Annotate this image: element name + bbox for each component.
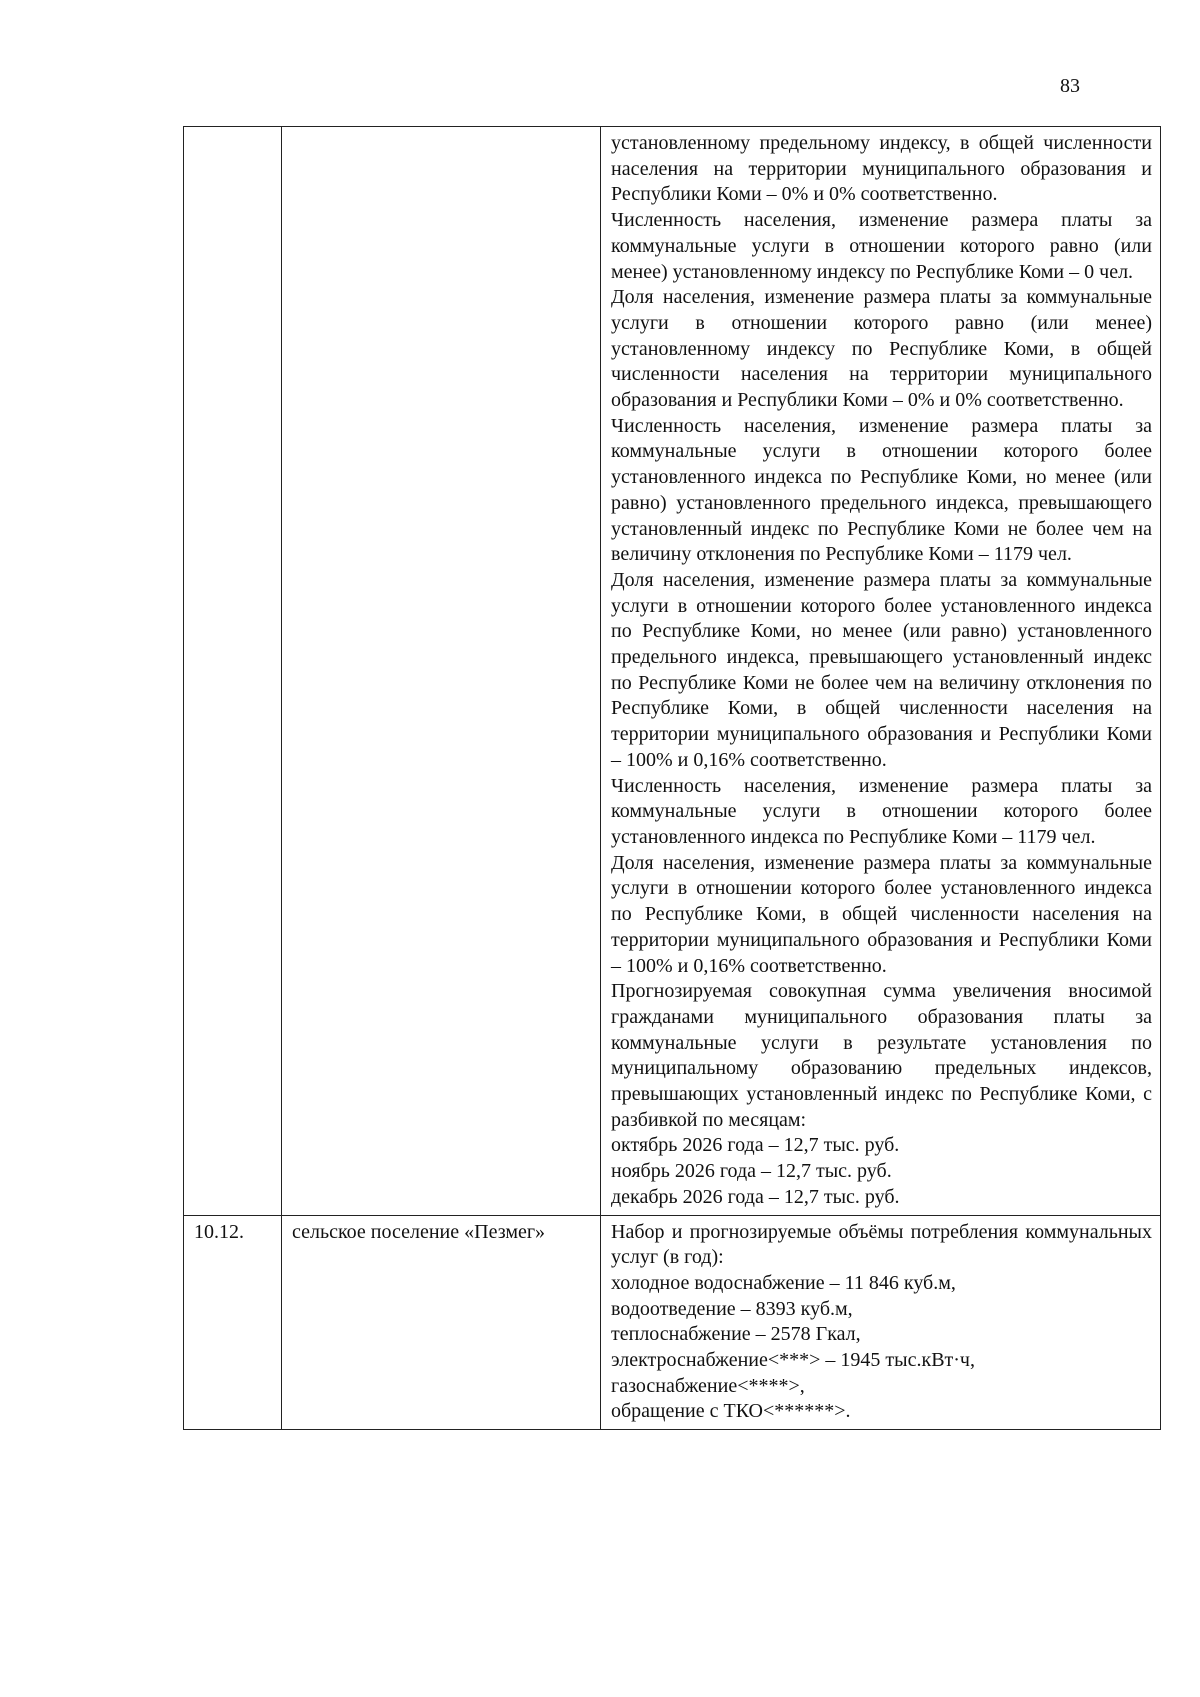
paragraph: Численность населения, изменение размера платы за коммунальные услуги в отношении которого более установленного индекса по Республике Коми, но менее (или равно) установленного предельного индекса, превышающего установленный индекс по Республике Коми не более чем на величину отклонения по Республике Коми – 1179 чел. xyxy=(611,414,1152,566)
paragraph: Численность населения, изменение размера платы за коммунальные услуги в отношении которого более установленного индекса по Республике Коми – 1179 чел. xyxy=(611,774,1152,848)
monthly-amount-line: октябрь 2026 года – 12,7 тыс. руб. xyxy=(611,1134,900,1157)
paragraph: Доля населения, изменение размера платы за коммунальные услуги в отношении которого более установленного индекса по Республике Коми, в общей численности населения на территории муниципального образования и Республики Коми – 100% и 0,16% соответственно. xyxy=(611,851,1152,977)
consumption-line: теплоснабжение – 2578 Гкал, xyxy=(611,1323,861,1346)
monthly-amount-line: декабрь 2026 года – 12,7 тыс. руб. xyxy=(611,1185,900,1208)
paragraph: Доля населения, изменение размера платы за коммунальные услуги в отношении которого более установленного индекса по Республике Коми, но менее (или равно) установленного предельного индекса, превышающего установленный индекс по Республике Коми не более чем на величину отклонения по Республике Коми, в общей численности населения на территории муниципального образования и Республики Коми – 100% и 0,16% соответственно. xyxy=(611,568,1152,771)
description-cell xyxy=(601,127,1161,1216)
consumption-line: обращение с ТКО<******>. xyxy=(611,1400,851,1423)
paragraph: Численность населения, изменение размера платы за коммунальные услуги в отношении которого равно (или менее) установленному индексу по Республике Коми – 0 чел. xyxy=(611,209,1152,283)
consumption-line: электроснабжение<***> – 1945 тыс.кВт·ч, xyxy=(611,1349,975,1372)
municipality-name-cell: сельское поселение «Пезмег» xyxy=(282,1215,601,1430)
consumption-line: газоснабжение<****>, xyxy=(611,1374,805,1397)
municipality-name-cell xyxy=(282,127,601,1216)
paragraph: Набор и прогнозируемые объёмы потребления коммунальных услуг (в год): xyxy=(611,1220,1152,1269)
monthly-amount-line: ноябрь 2026 года – 12,7 тыс. руб. xyxy=(611,1160,892,1183)
document-table xyxy=(183,126,1161,1430)
table-row xyxy=(184,127,1161,1216)
paragraph: Прогнозируемая совокупная сумма увеличения вносимой гражданами муниципального образования платы за коммунальные услуги в результате установления по муниципальному образованию предельных индексов, превышающих установленный индекс по Республике Коми, с разбивкой по месяцам: xyxy=(611,980,1152,1131)
consumption-line: водоотведение – 8393 куб.м, xyxy=(611,1297,853,1320)
consumption-line: холодное водоснабжение – 11 846 куб.м, xyxy=(611,1271,956,1294)
description-cell xyxy=(601,1215,1161,1430)
table-row xyxy=(184,1215,1161,1430)
row-number-cell: 10.12. xyxy=(184,1215,282,1430)
row-number-cell xyxy=(184,127,282,1216)
paragraph: Доля населения, изменение размера платы за коммунальные услуги в отношении которого равно (или менее) установленному индексу по Республике Коми, в общей численности населения на территории муниципального образования и Республики Коми – 0% и 0% соответственно. xyxy=(611,286,1152,412)
paragraph: установленному предельному индексу, в общей численности населения на территории муниципального образования и Республики Коми – 0% и 0% соответственно. xyxy=(611,132,1152,206)
page-number: 83 xyxy=(1060,75,1080,97)
